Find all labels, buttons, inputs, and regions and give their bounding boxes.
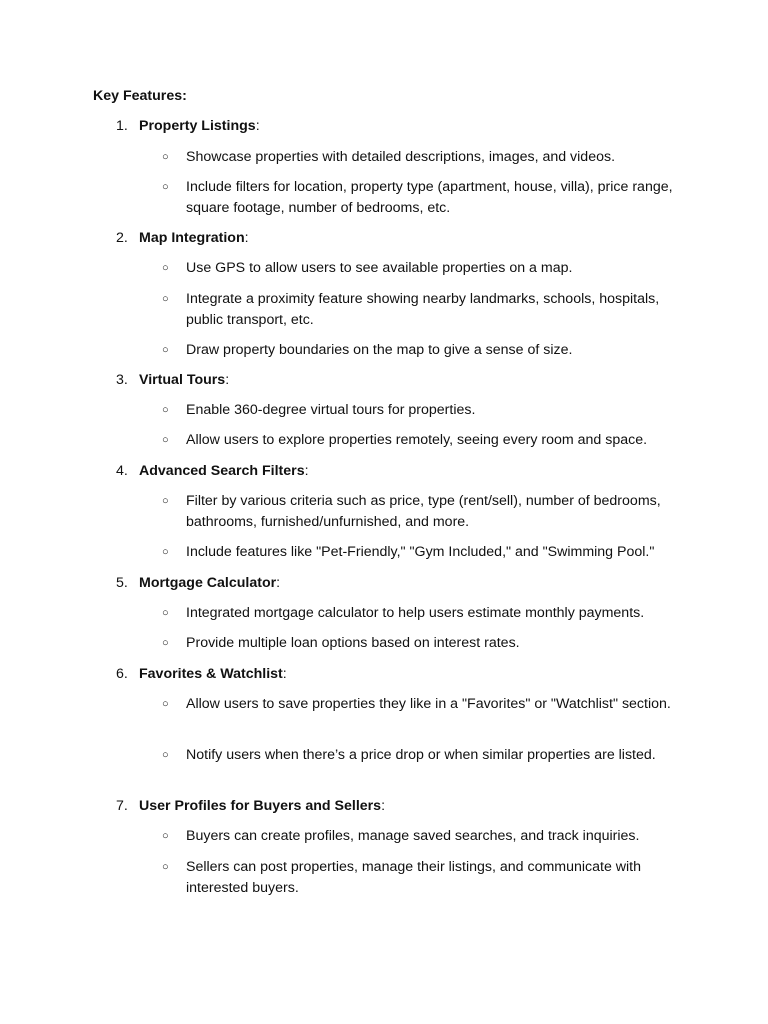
section-colon: :	[282, 666, 287, 682]
section-number: 4.	[116, 463, 128, 479]
hollow-circle-bullet-icon: ○	[162, 262, 169, 274]
section-name: Favorites & Watchlist	[139, 666, 283, 682]
section-colon: :	[225, 372, 230, 388]
section-colon: :	[255, 118, 260, 134]
section-name: Mortgage Calculator	[139, 575, 277, 591]
section-number: 6.	[116, 666, 128, 682]
section-number: 7.	[116, 798, 128, 814]
hollow-circle-bullet-icon: ○	[162, 546, 169, 558]
section-title	[116, 796, 385, 817]
bullet-text: Sellers can post properties, manage their listings, and communicate with interested buyers.	[186, 859, 642, 896]
section-title	[116, 664, 287, 685]
hollow-circle-bullet-icon: ○	[162, 861, 169, 873]
hollow-circle-bullet-icon: ○	[162, 607, 169, 619]
hollow-circle-bullet-icon: ○	[162, 404, 169, 416]
hollow-circle-bullet-icon: ○	[162, 181, 169, 193]
hollow-circle-bullet-icon: ○	[162, 637, 169, 649]
section-name: Virtual Tours	[139, 372, 226, 388]
section-name: User Profiles for Buyers and Sellers	[139, 798, 382, 814]
bullet-text: Integrated mortgage calculator to help users estimate monthly payments.	[186, 605, 645, 621]
section-title	[116, 461, 309, 482]
hollow-circle-bullet-icon: ○	[162, 151, 169, 163]
section-title	[116, 370, 229, 391]
bullet-text: Include filters for location, property type (apartment, house, villa), price range, square footage, number of bedrooms, etc.	[186, 179, 673, 216]
section-colon: :	[276, 575, 281, 591]
section-number: 1.	[116, 118, 128, 134]
key-features-heading: Key Features:	[93, 88, 187, 104]
section-number: 2.	[116, 230, 128, 246]
bullet-text: Allow users to explore properties remotely, seeing every room and space.	[186, 432, 648, 448]
hollow-circle-bullet-icon: ○	[162, 344, 169, 356]
bullet-text: Use GPS to allow users to see available properties on a map.	[186, 260, 573, 276]
hollow-circle-bullet-icon: ○	[162, 293, 169, 305]
section-title	[116, 573, 280, 594]
hollow-circle-bullet-icon: ○	[162, 495, 169, 507]
section-name: Map Integration	[139, 230, 245, 246]
bullet-text: Buyers can create profiles, manage saved searches, and track inquiries.	[186, 828, 640, 844]
hollow-circle-bullet-icon: ○	[162, 830, 169, 842]
bullet-text: Notify users when there’s a price drop or when similar properties are listed.	[186, 747, 656, 763]
hollow-circle-bullet-icon: ○	[162, 434, 169, 446]
section-number: 3.	[116, 372, 128, 388]
hollow-circle-bullet-icon: ○	[162, 749, 169, 761]
section-title	[116, 228, 249, 249]
section-colon: :	[244, 230, 249, 246]
section-number: 5.	[116, 575, 128, 591]
bullet-text: Integrate a proximity feature showing nearby landmarks, schools, hospitals, public transport, etc.	[186, 291, 660, 328]
section-title	[116, 116, 260, 137]
hollow-circle-bullet-icon: ○	[162, 698, 169, 710]
section-name: Property Listings	[139, 118, 256, 134]
bullet-text: Include features like "Pet-Friendly," "Gym Included," and "Swimming Pool."	[186, 544, 655, 560]
bullet-text: Provide multiple loan options based on interest rates.	[186, 635, 520, 651]
section-name: Advanced Search Filters	[139, 463, 305, 479]
section-colon: :	[304, 463, 309, 479]
bullet-text: Draw property boundaries on the map to give a sense of size.	[186, 342, 573, 358]
bullet-text: Enable 360-degree virtual tours for properties.	[186, 402, 476, 418]
bullet-text: Showcase properties with detailed descriptions, images, and videos.	[186, 149, 616, 165]
section-colon: :	[381, 798, 386, 814]
bullet-text: Allow users to save properties they like in a "Favorites" or "Watchlist" section.	[186, 696, 671, 712]
bullet-text: Filter by various criteria such as price, type (rent/sell), number of bedrooms, bathrooms, furnished/unfurnished, and more.	[186, 493, 661, 530]
